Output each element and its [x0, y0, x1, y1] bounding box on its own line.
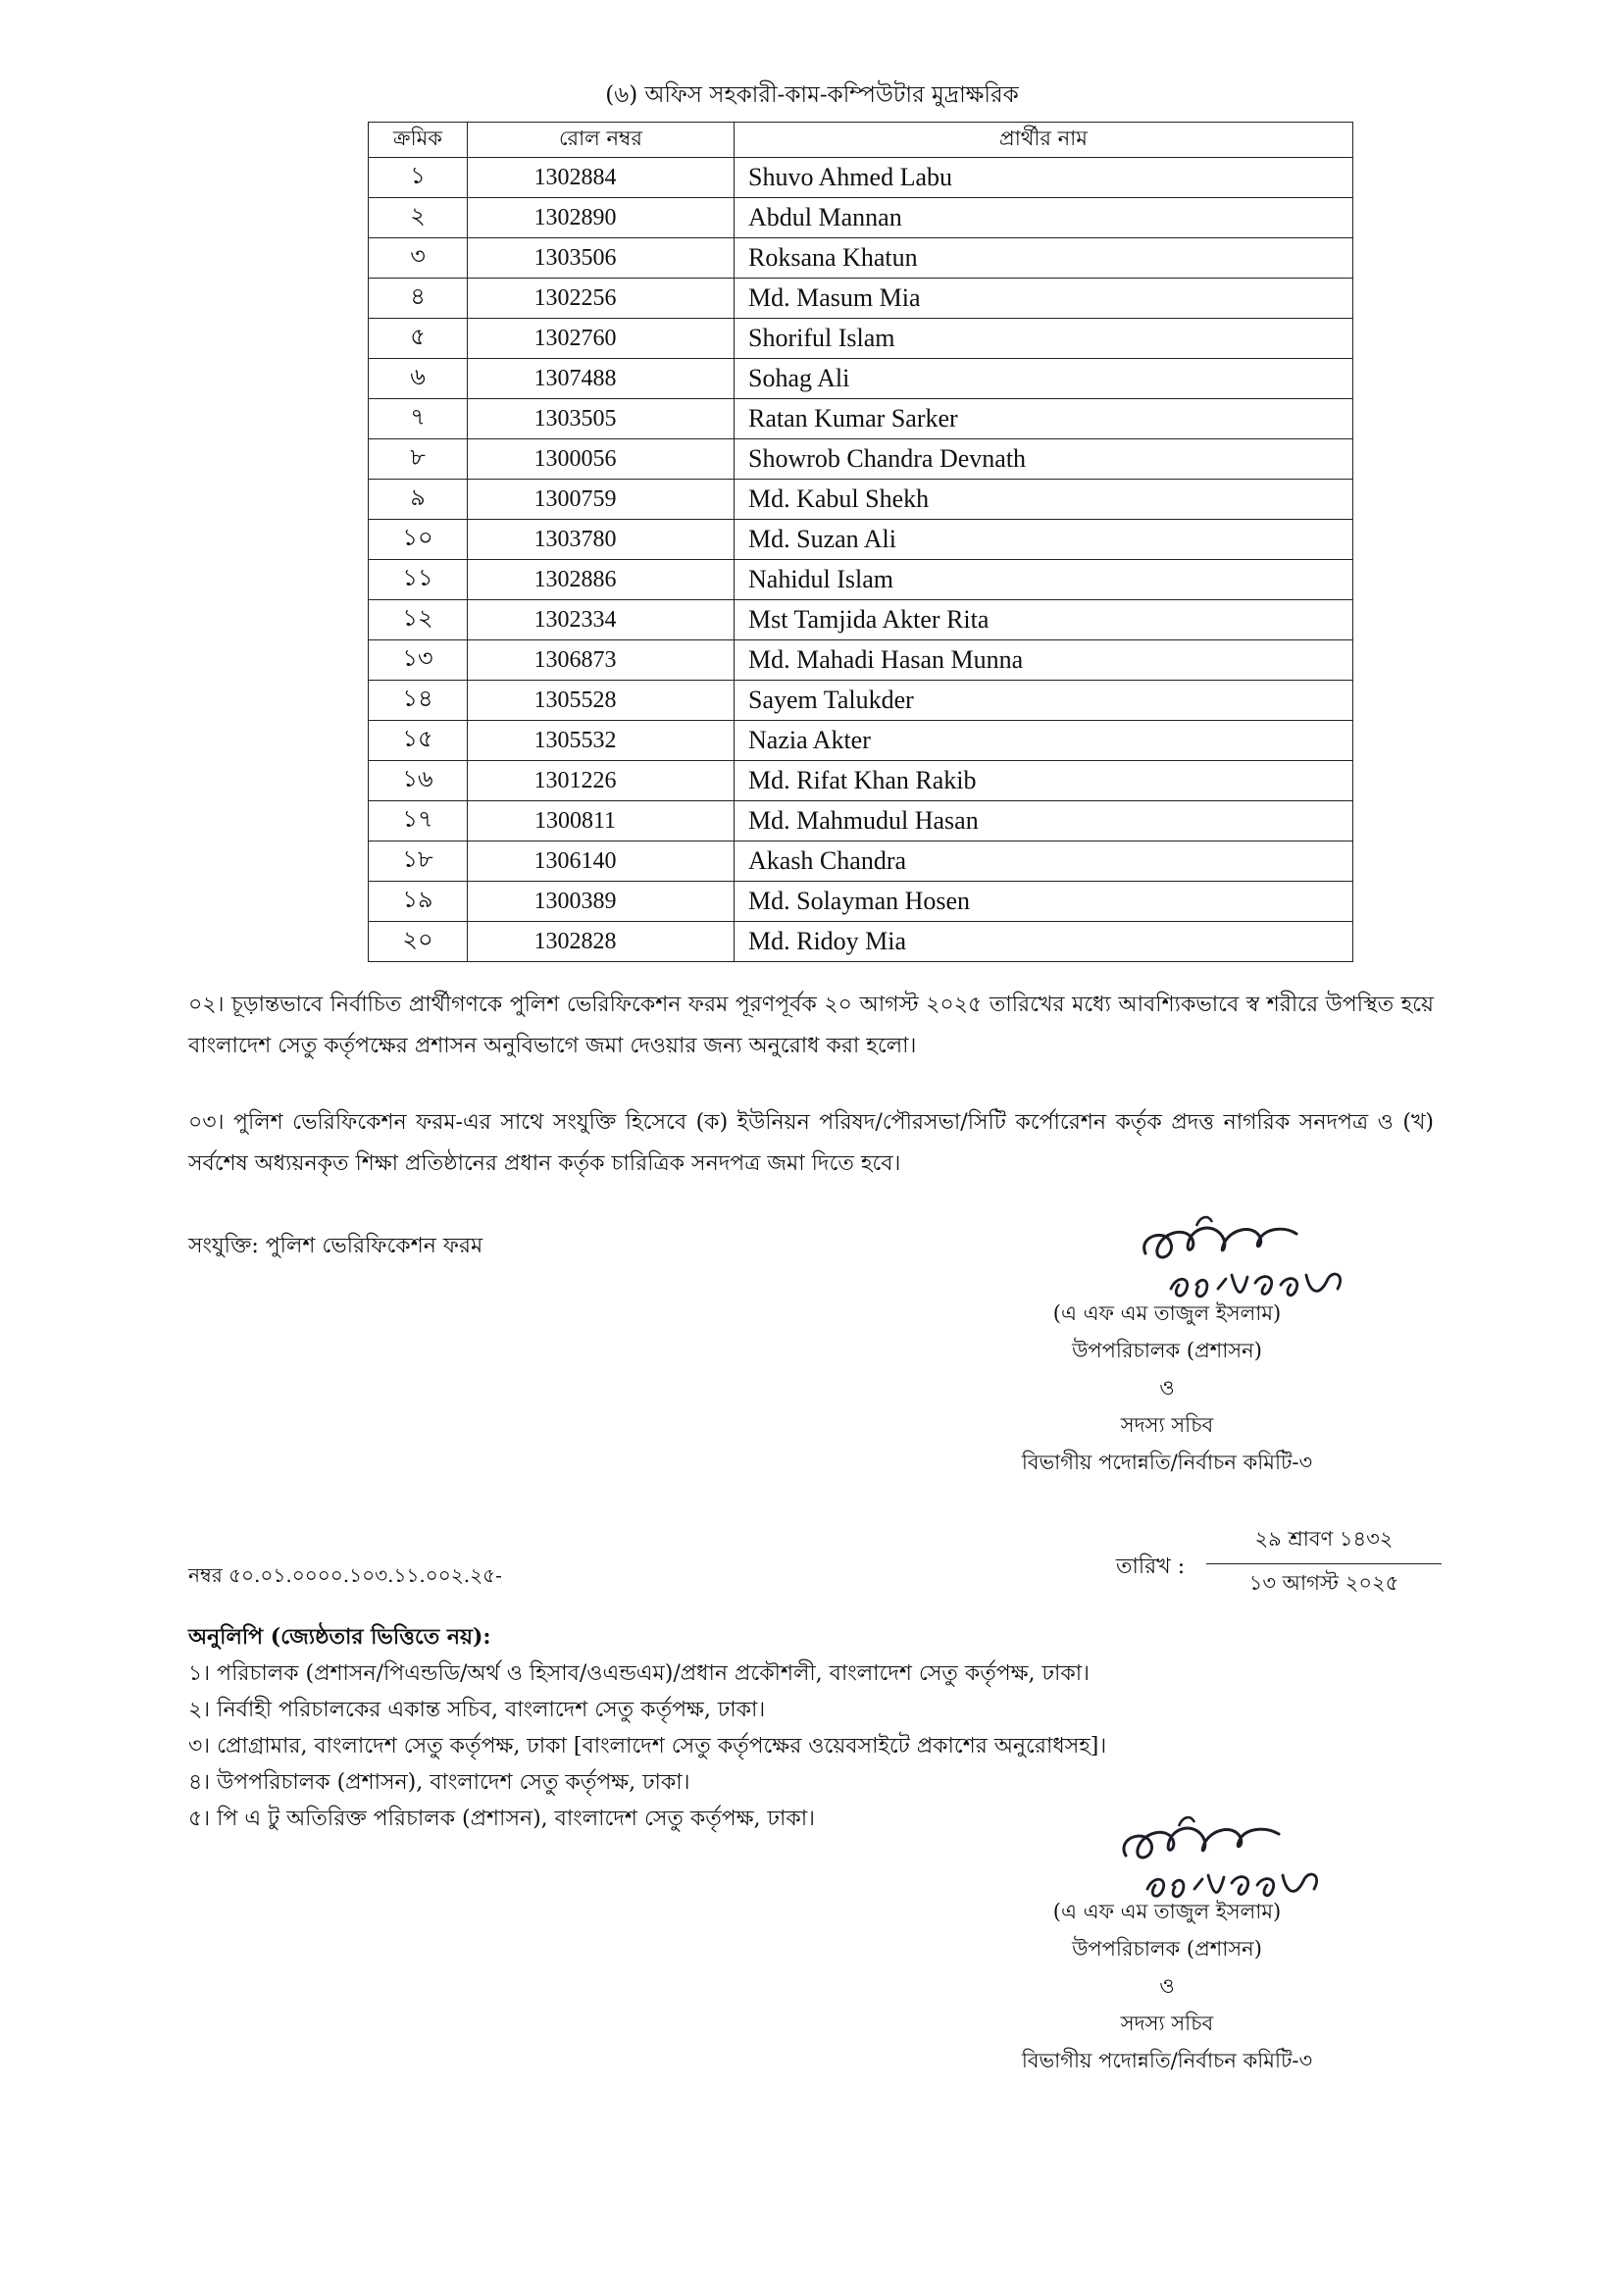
cell-roll: 1300811 [468, 801, 735, 841]
signatory-name: (এ এফ এম তাজুল ইসলাম) [1052, 1301, 1282, 1325]
cell-serial: ১২ [369, 600, 468, 640]
signatory-role: সদস্য সচিব [1120, 1413, 1214, 1437]
cell-name: Showrob Chandra Devnath [735, 439, 1353, 480]
cell-name: Md. Rifat Khan Rakib [735, 761, 1353, 801]
cell-name: Shoriful Islam [735, 319, 1353, 359]
date-gregorian: ১৩ আগস্ট ২০২৫ [1248, 1571, 1399, 1595]
attachment-note: সংযুক্তি: পুলিশ ভেরিফিকেশন ফরম [188, 1234, 483, 1258]
cell-roll: 1303780 [468, 520, 735, 560]
table-row [369, 721, 1353, 761]
table-row [369, 922, 1353, 962]
cell-roll: 1303506 [468, 238, 735, 279]
copy-item-5: ৫। পি এ টু অতিরিক্ত পরিচালক (প্রশাসন), বাংলাদেশ সেতু কর্তৃপক্ষ, ঢাকা। [188, 1807, 816, 1831]
signatory-name: (এ এফ এম তাজুল ইসলাম) [1052, 1900, 1282, 1923]
cell-serial: ২০ [369, 922, 468, 962]
cell-roll: 1302760 [468, 319, 735, 359]
date-divider [1206, 1563, 1442, 1564]
signatory-and: ও [1159, 1974, 1175, 1998]
cell-serial: ১৩ [369, 640, 468, 681]
signatory-committee: বিভাগীয় পদোন্নতি/নির্বাচন কমিটি-৩ [1021, 1451, 1313, 1474]
cell-serial: ৯ [369, 480, 468, 520]
cell-roll: 1305528 [468, 681, 735, 721]
table-row [369, 279, 1353, 319]
cell-roll: 1300759 [468, 480, 735, 520]
cell-serial: ১১ [369, 560, 468, 600]
cell-name: Sayem Talukder [735, 681, 1353, 721]
cell-name: Roksana Khatun [735, 238, 1353, 279]
copy-heading: অনুলিপি (জ্যেষ্ঠতার ভিত্তিতে নয়): [188, 1624, 491, 1650]
cell-roll: 1300056 [468, 439, 735, 480]
signatory-designation: উপপরিচালক (প্রশাসন) [1072, 1937, 1262, 1961]
table-row [369, 520, 1353, 560]
cell-serial: ৪ [369, 279, 468, 319]
date-bangla: ২৯ শ্রাবণ ১৪৩২ [1254, 1527, 1394, 1551]
signatory-designation: উপপরিচালক (প্রশাসন) [1072, 1339, 1262, 1362]
cell-serial: ১ [369, 158, 468, 198]
cell-roll: 1306873 [468, 640, 735, 681]
signatory-and: ও [1159, 1376, 1175, 1400]
header-roll: রোল নম্বর [468, 123, 735, 158]
cell-name: Mst Tamjida Akter Rita [735, 600, 1353, 640]
cell-name: Md. Suzan Ali [735, 520, 1353, 560]
copy-item-2: ২। নির্বাহী পরিচালকের একান্ত সচিব, বাংলাদেশ সেতু কর্তৃপক্ষ, ঢাকা। [188, 1698, 766, 1722]
cell-name: Nahidul Islam [735, 560, 1353, 600]
copy-item-1: ১। পরিচালক (প্রশাসন/পিএন্ডডি/অর্থ ও হিসাব/ওএন্ডএম)/প্রধান প্রকৌশলী, বাংলাদেশ সেতু কর্তৃপক্ষ, ঢাকা। [188, 1661, 1090, 1686]
cell-name: Abdul Mannan [735, 198, 1353, 238]
cell-roll: 1302890 [468, 198, 735, 238]
table-row [369, 399, 1353, 439]
cell-roll: 1305532 [468, 721, 735, 761]
cell-roll: 1300389 [468, 882, 735, 922]
table-row [369, 841, 1353, 882]
cell-name: Md. Mahmudul Hasan [735, 801, 1353, 841]
table-row [369, 681, 1353, 721]
table-row [369, 560, 1353, 600]
cell-roll: 1302256 [468, 279, 735, 319]
table-title: (৬) অফিস সহকারী-কাম-কম্পিউটার মুদ্রাক্ষরিক [605, 82, 1019, 108]
header-name: প্রার্থীর নাম [735, 123, 1353, 158]
table-row [369, 600, 1353, 640]
cell-name: Ratan Kumar Sarker [735, 399, 1353, 439]
table-row [369, 158, 1353, 198]
cell-serial: ৫ [369, 319, 468, 359]
signatory-committee: বিভাগীয় পদোন্নতি/নির্বাচন কমিটি-৩ [1021, 2049, 1313, 2072]
signatory-role: সদস্য সচিব [1120, 2012, 1214, 2035]
cell-roll: 1303505 [468, 399, 735, 439]
cell-serial: ৬ [369, 359, 468, 399]
cell-name: Akash Chandra [735, 841, 1353, 882]
cell-serial: ২ [369, 198, 468, 238]
table-row [369, 198, 1353, 238]
cell-name: Md. Kabul Shekh [735, 480, 1353, 520]
cell-roll: 1306140 [468, 841, 735, 882]
cell-name: Md. Mahadi Hasan Munna [735, 640, 1353, 681]
cell-name: Md. Solayman Hosen [735, 882, 1353, 922]
cell-serial: ১৪ [369, 681, 468, 721]
cell-serial: ১০ [369, 520, 468, 560]
cell-serial: ১৫ [369, 721, 468, 761]
table-row [369, 640, 1353, 681]
copy-item-4: ৪। উপপরিচালক (প্রশাসন), বাংলাদেশ সেতু কর্তৃপক্ষ, ঢাকা। [188, 1770, 690, 1795]
cell-name: Md. Masum Mia [735, 279, 1353, 319]
cell-roll: 1302828 [468, 922, 735, 962]
candidate-table [368, 122, 1353, 962]
signatory-block-2 [1020, 1893, 1314, 2079]
copy-item-3: ৩। প্রোগ্রামার, বাংলাদেশ সেতু কর্তৃপক্ষ, ঢাকা [বাংলাদেশ সেতু কর্তৃপক্ষের ওয়েবসাইটে প্রকাশের অনুরোধসহ]। [188, 1734, 1107, 1759]
table-header-row [369, 123, 1353, 158]
table-row [369, 238, 1353, 279]
cell-name: Md. Ridoy Mia [735, 922, 1353, 962]
cell-serial: ৭ [369, 399, 468, 439]
cell-serial: ৩ [369, 238, 468, 279]
table-row [369, 319, 1353, 359]
cell-roll: 1302334 [468, 600, 735, 640]
cell-serial: ১৭ [369, 801, 468, 841]
cell-name: Nazia Akter [735, 721, 1353, 761]
cell-serial: ১৯ [369, 882, 468, 922]
cell-serial: ১৬ [369, 761, 468, 801]
cell-roll: 1302886 [468, 560, 735, 600]
table-row [369, 439, 1353, 480]
table-row [369, 801, 1353, 841]
cell-serial: ৮ [369, 439, 468, 480]
table-row [369, 359, 1353, 399]
memo-number: নম্বর ৫০.০১.০০০০.১০৩.১১.০০২.২৫- [188, 1563, 502, 1587]
table-row [369, 882, 1353, 922]
date-label: তারিখ : [1116, 1555, 1186, 1579]
cell-roll: 1307488 [468, 359, 735, 399]
header-serial: ক্রমিক [369, 123, 468, 158]
cell-roll: 1302884 [468, 158, 735, 198]
table-row [369, 761, 1353, 801]
signatory-block-1 [1020, 1295, 1314, 1481]
cell-serial: ১৮ [369, 841, 468, 882]
paragraph-02: ০২। চূড়ান্তভাবে নির্বাচিত প্রার্থীগণকে পুলিশ ভেরিফিকেশন ফরম পূরণপূর্বক ২০ আগস্ট ২০২৫ তারিখের মধ্যে আবশ্যিকভাবে স্ব শরীরে উপস্থিত হয়ে বাংলাদেশ সেতু কর্তৃপক্ষের প্রশাসন অনুবিভাগে জমা দেওয়ার জন্য অনুরোধ করা হলো। [188, 993, 1434, 1058]
paragraph-03: ০৩। পুলিশ ভেরিফিকেশন ফরম-এর সাথে সংযুক্তি হিসেবে (ক) ইউনিয়ন পরিষদ/পৌরসভা/সিটি কর্পোরেশন কর্তৃক প্রদত্ত নাগরিক সনদপত্র ও (খ) সর্বশেষ অধ্যয়নকৃত শিক্ষা প্রতিষ্ঠানের প্রধান কর্তৃক চারিত্রিক সনদপত্র জমা দিতে হবে। [188, 1110, 1434, 1176]
cell-name: Sohag Ali [735, 359, 1353, 399]
table-row [369, 480, 1353, 520]
cell-name: Shuvo Ahmed Labu [735, 158, 1353, 198]
cell-roll: 1301226 [468, 761, 735, 801]
